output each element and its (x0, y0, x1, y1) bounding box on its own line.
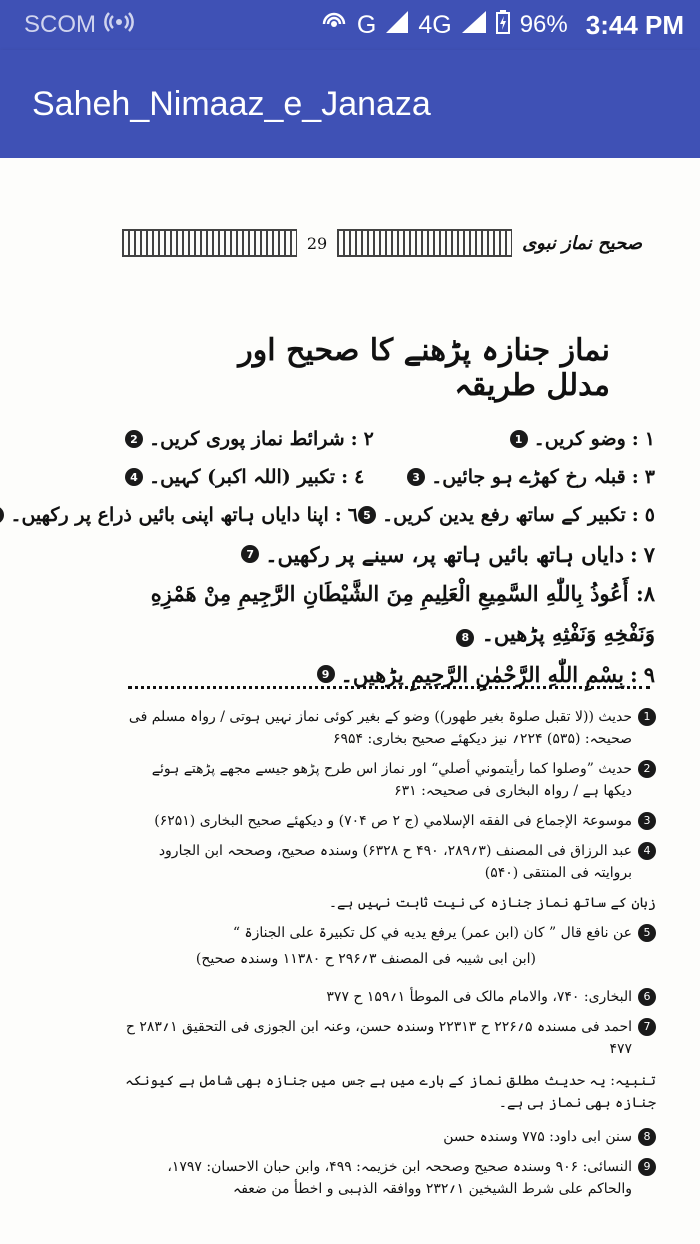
step-5: ٥ : تکبیر کے ساتھ رفع یدین کریں۔ 5 (358, 504, 655, 526)
step-number: ٨ (643, 581, 655, 606)
footnote-ref-badge: 2 (125, 430, 143, 448)
network-4g-label: 4G (418, 10, 452, 39)
footnote-text: عبد الرزاق فی المصنف (۳؍۲۸۹، ۴۹۰ ح ۶۳۲۸) وسندہ صحیح، وصححہ ابن الجارود بروایتہ فی المنتقی (۵۴۰) (158, 843, 632, 881)
footnote-6 (122, 986, 656, 1008)
step-7: ٧ : دایاں ہاتھ بائیں ہاتھ پر، سینے پر رکھیں۔ 7 (125, 534, 655, 574)
footnote-text: حدیث ((لا تقبل صلوۃ بغیر طهور)) وضو کے بغیر کوئی نماز نہیں ہوتی / رواہ مسلم فی صحیحہ: (۵۳۵) ۲۲۴؍ نیز دیکھئے صحیح بخاری: ۶۹۵۴ (128, 709, 632, 747)
step-9: ٩ : بِسْمِ اللّٰهِ الرَّحْمٰنِ الرَّحِيمِ پڑھیں۔ 9 (125, 654, 655, 694)
page-number: 29 (306, 233, 328, 253)
step-number: ٩ (643, 661, 655, 687)
footnote-text: موسوعۃ الإجماع فی الفقه الإسلامي (ج ۲ ص ۷۰۴) و دیکھئے صحیح البخاری (۶۲۵۱) (154, 813, 632, 829)
hotspot-icon (104, 11, 134, 40)
signal-4g-icon (462, 11, 486, 40)
step-3: ٣ : قبلہ رخ کھڑے ہو جائیں۔ 3 (407, 466, 655, 488)
step-text: دایاں ہاتھ بائیں ہاتھ پر، سینے پر رکھیں۔ (265, 541, 624, 567)
book-title: صحیح نماز نبوی (522, 232, 642, 254)
step-number: ٢ (363, 428, 374, 450)
app-title: Saheh_Nimaaz_e_Janaza (32, 84, 431, 123)
step-text: وضو کریں۔ (533, 428, 626, 450)
footnote-number-badge: 2 (638, 760, 656, 778)
footnote-4 (122, 840, 656, 884)
footnote-5 (122, 922, 656, 944)
step-2: ٢ : شرائط نماز پوری کریں۔ 2 (125, 428, 374, 450)
footnote-number-badge: 4 (638, 842, 656, 860)
footnote-text: سنن ابی داود: ۷۷۵ وسندہ حسن (443, 1129, 632, 1145)
footnote-number-badge: 1 (638, 708, 656, 726)
footnote-ref-badge: 8 (456, 629, 474, 647)
footnote-ref-badge: 9 (317, 665, 335, 683)
footnote-note-intention (122, 892, 656, 914)
step-1: ١ : وضو کریں۔ 1 (510, 428, 655, 450)
footnote-ref-badge (0, 506, 4, 524)
footnote-7 (122, 1016, 656, 1060)
footnote-2 (122, 758, 656, 802)
footnote-ref-badge: 7 (241, 545, 259, 563)
step-text: اپنا دایاں ہاتھ اپنی بائیں ذراع پر رکھیں۔ (10, 504, 329, 526)
footnote-number-badge: 3 (638, 812, 656, 830)
step-number: ٧ (643, 541, 655, 567)
steps-row-3 (10, 496, 655, 534)
carrier-group (24, 11, 134, 40)
ornament-left-decoration (337, 229, 512, 257)
step-4: ٤ : تکبیر (اللہ اکبر) کہیں۔ 4 (125, 466, 364, 488)
clock: 3:44 PM (585, 9, 684, 40)
step-number: ٥ (644, 504, 655, 526)
steps-list (10, 420, 655, 694)
step-number: ٦ (347, 504, 358, 526)
footnote-text: احمد فی مسندہ ۵؍۲۲۶ ح ۲۲۳۱۳ وسندہ حسن، وعنہ ابن الجوزی فی التحقیق ۱؍۲۸۳ ح ۴۷۷ (125, 1019, 632, 1057)
footnote-ref-badge: 4 (125, 468, 143, 486)
step-number: ٣ (644, 466, 655, 488)
step-text: قبلہ رخ کھڑے ہو جائیں۔ (431, 466, 626, 488)
step-text: تکبیر کے ساتھ رفع یدین کریں۔ (381, 504, 626, 526)
section-divider (128, 686, 650, 689)
footnote-ref-badge: 1 (510, 430, 528, 448)
footnote-number-badge: 6 (638, 988, 656, 1006)
footnote-text: النسائی: ۹۰۶ وسندہ صحیح وصححہ ابن خزیمہ: ۴۹۹، وابن حبان الاحسان: ۱۷۹۷، والحاکم علی شرط الشیخین ۱؍۲۳۲ ووافقہ الذہبی و اخطأ من ضعفہ (167, 1159, 632, 1197)
footnote-ref-badge: 5 (358, 506, 376, 524)
footnote-text: حدیث ”وصلوا کما رأیتموني أصلي“ اور نماز اس طرح پڑھو جیسے مجھے پڑھتے ہوئے دیکھا ہے / رواہ البخاری فی صحیحہ: ۶۳۱ (151, 761, 632, 799)
steps-row-1 (125, 420, 655, 458)
network-g-label: G (356, 10, 377, 39)
book-page-header (122, 228, 650, 258)
step-number: ١ (644, 428, 655, 450)
footnote-warning (122, 1070, 656, 1114)
footnote-number-badge: 5 (638, 924, 656, 942)
footnote-text: البخاری: ۷۴۰، والامام مالک فی الموطأ ۱؍۱۵۹ ح ۳۷۷ (326, 989, 632, 1005)
step-number: ٤ (354, 466, 365, 488)
footnote-number-badge: 9 (638, 1158, 656, 1176)
footnote-3 (122, 810, 656, 832)
signal-icon (386, 11, 408, 40)
footnote-text: تنبیہ: یہ حدیث مطلق نماز کے بارے میں ہے جس میں جنازہ بھی شامل ہے کیونکہ جنازہ بھی نماز ہی ہے۔ (125, 1073, 656, 1111)
step-text: تکبیر (اللہ اکبر) کہیں۔ (149, 466, 336, 488)
status-bar (0, 0, 700, 50)
app-bar (0, 50, 700, 158)
step-8: ٨: أَعُوذُ بِاللّٰهِ السَّمِيعِ الْعَلِيمِ مِنَ الشَّيْطَانِ الرَّجِيمِ مِنْ هَمْزِهِ وَنَفْخِهِ وَنَفْثِهِ پڑھیں۔ 8 (150, 581, 655, 646)
wifi-hotspot-icon (321, 9, 347, 42)
footnote-8 (122, 1126, 656, 1148)
step-text: أَعُوذُ بِاللّٰهِ السَّمِيعِ الْعَلِيمِ مِنَ الشَّيْطَانِ الرَّجِيمِ مِنْ هَمْزِهِ وَنَفْخِهِ وَنَفْثِهِ پڑھیں۔ (150, 581, 655, 646)
footnote-5-source: (ابن ابی شیبہ فی المصنف ۳؍۲۹۶ ح ۱۱۳۸۰ وسندہ صحیح) (195, 951, 536, 967)
footnote-9 (122, 1156, 656, 1200)
footnote-number-badge: 8 (638, 1128, 656, 1146)
battery-percent: 96% (519, 11, 568, 38)
footnote-1 (122, 706, 656, 750)
carrier-name: SCOM (24, 11, 96, 38)
page-heading: نماز جنازہ پڑھنے کا صحیح اور مدلل طریقہ (238, 333, 610, 403)
footnote-ref-badge: 3 (407, 468, 425, 486)
footnote-number-badge: 7 (638, 1018, 656, 1036)
step-text: بِسْمِ اللّٰهِ الرَّحْمٰنِ الرَّحِيمِ پڑھیں۔ (340, 661, 624, 687)
footnote-text: عن نافع قال ” کان (ابن عمر) یرفع یدیه في کل تکبیرۃ علی الجنازۃ “ (232, 925, 632, 941)
status-icons (321, 9, 684, 42)
step-6: ٦ : اپنا دایاں ہاتھ اپنی بائیں ذراع پر رکھیں۔ (0, 504, 358, 526)
footnotes-list (122, 706, 656, 1208)
ornament-right-decoration (122, 229, 297, 257)
footnote-text: زبان کے ساتھ نماز جنازہ کی نیت ثابت نہیں ہے۔ (328, 895, 656, 911)
scanned-book-page[interactable] (0, 158, 700, 1244)
steps-row-2 (125, 458, 655, 496)
step-text: شرائط نماز پوری کریں۔ (149, 428, 345, 450)
battery-charging-icon (496, 10, 510, 41)
